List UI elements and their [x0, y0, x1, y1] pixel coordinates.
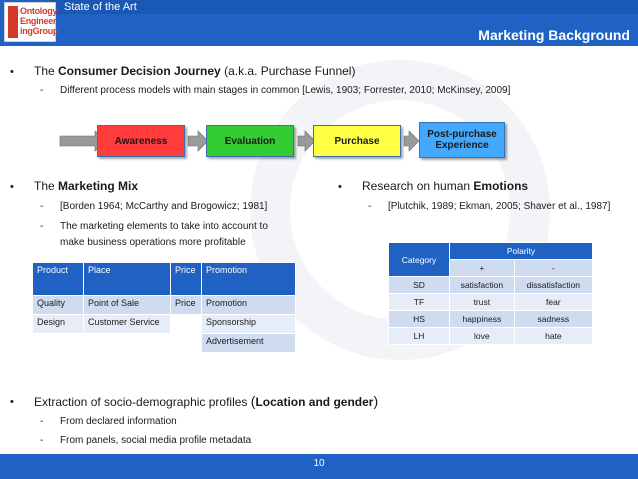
stage-evaluation: Evaluation — [206, 125, 294, 157]
table-row: Design Customer Service Sponsorship — [33, 315, 296, 334]
subbullet-process-models: - Different process models with main stages in common [Lewis, 1903; Forrester, 2010; McKinsey, 2009] — [40, 85, 511, 96]
header-negative: - — [514, 260, 592, 277]
subbullet-panels-metadata: - From panels, social media profile metadata — [40, 435, 252, 446]
subbullet-plutchik: - [Plutchik, 1989; Ekman, 2005; Shaver et al., 1987] — [368, 201, 611, 212]
stage-awareness: Awareness — [97, 125, 185, 157]
table-row: TF trust fear — [389, 294, 593, 311]
bullet-marketing-mix: • The Marketing Mix — [10, 179, 139, 193]
table-row: SD satisfaction dissatisfaction — [389, 277, 593, 294]
table-row: HS happiness sadness — [389, 311, 593, 328]
stage-purchase: Purchase — [313, 125, 401, 157]
subbullet-borden: - [Borden 1964; McCarthy and Brogowicz; 1981] — [40, 201, 268, 212]
arrow-purchase-post — [404, 131, 419, 151]
page-number: 10 — [313, 458, 325, 469]
arrow-awareness-evaluation — [188, 131, 208, 151]
stage-post-purchase: Post-purchase Experience — [419, 122, 505, 158]
header-place: Place — [84, 263, 171, 296]
table-row: LH love hate — [389, 328, 593, 345]
header-price: Price — [171, 263, 202, 296]
bullet-emotions: • Research on human Emotions — [338, 179, 529, 193]
table-row: Quality Point of Sale Price Promotion — [33, 296, 296, 315]
slide-title: Marketing Background — [478, 27, 630, 43]
header-product: Product — [33, 263, 84, 296]
emotion-polarity-table — [388, 242, 593, 345]
header-category: Category — [389, 243, 450, 277]
section-label: State of the Art — [64, 1, 137, 13]
marketing-mix-table — [32, 262, 296, 353]
ontology-engineering-group-logo: Ontology Engineer ingGroup — [4, 2, 56, 42]
header-strip — [52, 0, 638, 14]
header-polarity: Polarity — [450, 243, 593, 260]
subbullet-declared-info: - From declared information — [40, 416, 177, 427]
header-promotion: Promotion — [202, 263, 296, 296]
table-header-row — [33, 263, 296, 296]
bullet-socio-demographic: • Extraction of socio-demographic profiles (Location and gender) — [10, 393, 379, 409]
subbullet-marketing-elements: - The marketing elements to take into account to — [40, 221, 268, 232]
subbullet-marketing-elements-cont: make business operations more profitable — [60, 237, 246, 248]
bullet-consumer-decision-journey: • The Consumer Decision Journey (a.k.a. Purchase Funnel) — [10, 64, 356, 78]
header-positive: + — [450, 260, 515, 277]
table-row: Advertisement — [33, 334, 296, 353]
